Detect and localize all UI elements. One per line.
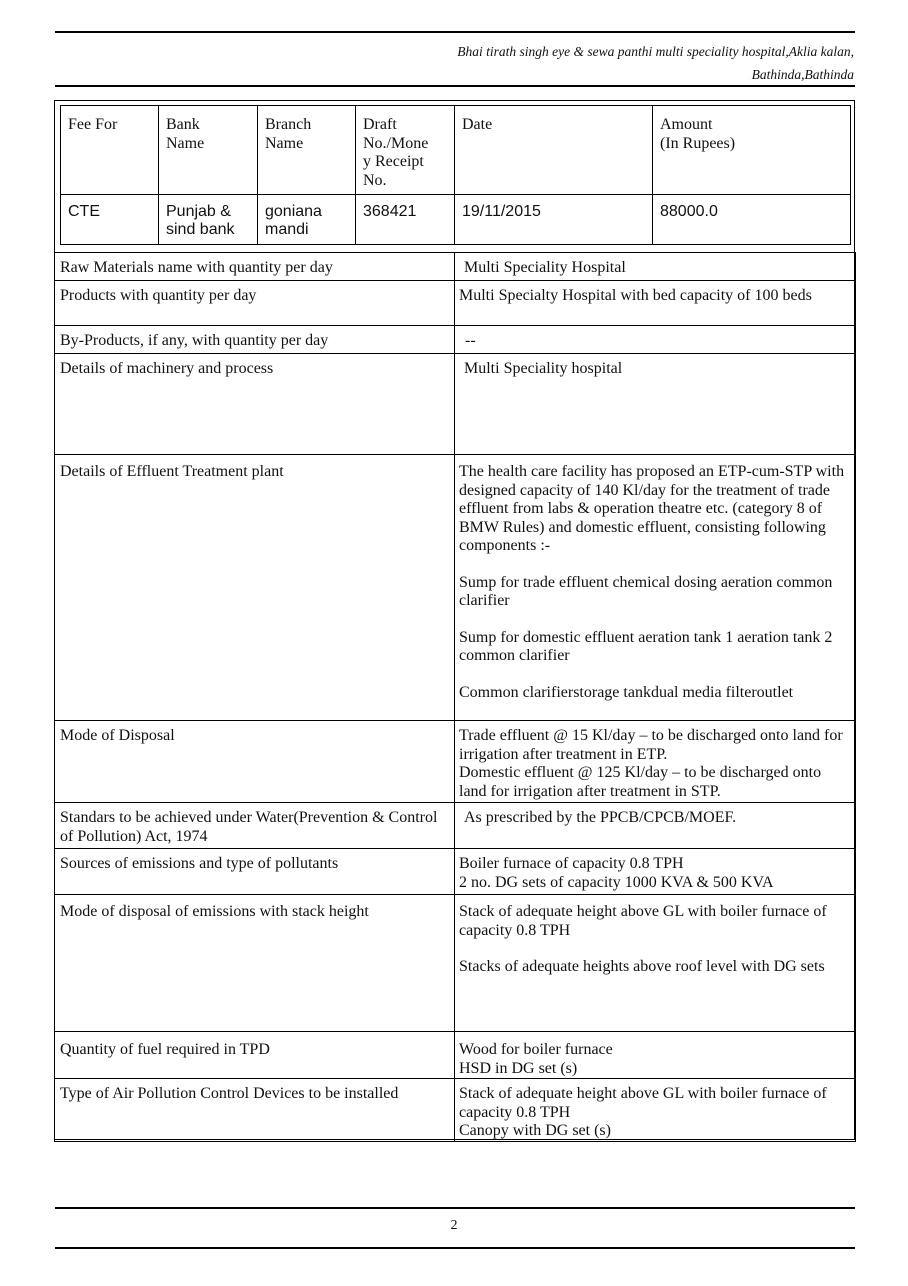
detail-row-emission-disposal (55, 895, 856, 1032)
detail-value: Multi Specialty Hospital with bed capacity of 100 beds (455, 281, 856, 326)
date-value: 19/11/2015 (455, 195, 653, 245)
fee-header-branch-name: Branch Name (258, 106, 356, 195)
detail-label: Details of Effluent Treatment plant (55, 455, 455, 721)
detail-label: Products with quantity per day (55, 281, 455, 326)
amount-value: 88000.0 (653, 195, 851, 245)
detail-value: Trade effluent @ 15 Kl/day – to be discharged onto land for irrigation after treatment in ETP. Domestic effluent @ 125 Kl/day – to be discharged onto land for irrigation after treatment in STP. (455, 721, 856, 803)
top-rule (55, 31, 855, 33)
detail-label: Mode of disposal of emissions with stack height (55, 895, 455, 1032)
detail-label: By-Products, if any, with quantity per day (55, 326, 455, 354)
fee-header-fee-for: Fee For (61, 106, 159, 195)
detail-label: Standars to be achieved under Water(Prevention & Control of Pollution) Act, 1974 (55, 803, 455, 849)
detail-row-raw-materials (55, 253, 856, 281)
detail-label: Raw Materials name with quantity per day (55, 253, 455, 281)
detail-row-by-products (55, 326, 856, 354)
detail-value: Multi Speciality hospital (455, 354, 856, 455)
details-table (54, 252, 856, 1142)
fee-table-row (61, 195, 851, 245)
branch-name-value: goniana mandi (258, 195, 356, 245)
footer-rule-top (55, 1207, 855, 1209)
detail-row-effluent-treatment (55, 455, 856, 721)
detail-row-air-pollution-devices (55, 1079, 856, 1142)
fee-header-date: Date (455, 106, 653, 195)
page-header (334, 40, 854, 86)
detail-value: Boiler furnace of capacity 0.8 TPH 2 no. DG sets of capacity 1000 KVA & 500 KVA (455, 849, 856, 895)
fee-table (60, 105, 851, 245)
detail-row-fuel-quantity (55, 1032, 856, 1079)
detail-value: Multi Speciality Hospital (455, 253, 856, 281)
detail-label: Type of Air Pollution Control Devices to be installed (55, 1079, 455, 1142)
header-rule (55, 85, 855, 87)
detail-row-emission-sources (55, 849, 856, 895)
fee-table-header-row (61, 106, 851, 195)
detail-value: As prescribed by the PPCB/CPCB/MOEF. (455, 803, 856, 849)
detail-label: Sources of emissions and type of pollutants (55, 849, 455, 895)
detail-row-mode-of-disposal (55, 721, 856, 803)
detail-value: Wood for boiler furnace HSD in DG set (s) (455, 1032, 856, 1079)
page-number: 2 (450, 1218, 458, 1233)
bank-name-value: Punjab & sind bank (159, 195, 258, 245)
header-line-1: Bhai tirath singh eye & sewa panthi multi speciality hospital,Aklia kalan, (457, 44, 854, 59)
fee-header-receipt-no: Draft No./Mone y Receipt No. (356, 106, 455, 195)
detail-label: Quantity of fuel required in TPD (55, 1032, 455, 1079)
detail-value: The health care facility has proposed an ETP-cum-STP with designed capacity of 140 Kl/day for the treatment of trade effluent from labs & operation theatre etc. (category 8 of BMW Rules) and domestic effluent, consisting following components :- Sump for trade effluent chemical dosing aeration common clarifier Sump for domestic effluent aeration tank 1 aeration tank 2 common clarifier Common clarifierstorage tankdual media filteroutlet (455, 455, 856, 721)
detail-value: -- (455, 326, 856, 354)
fee-header-amount: Amount (In Rupees) (653, 106, 851, 195)
footer-rule-bottom (55, 1247, 855, 1249)
receipt-no-value: 368421 (356, 195, 455, 245)
header-line-2: Bathinda,Bathinda (751, 67, 854, 82)
detail-value: Stack of adequate height above GL with boiler furnace of capacity 0.8 TPH Stacks of adequate heights above roof level with DG sets (455, 895, 856, 1032)
detail-label: Mode of Disposal (55, 721, 455, 803)
detail-row-machinery (55, 354, 856, 455)
detail-value: Stack of adequate height above GL with boiler furnace of capacity 0.8 TPH Canopy with DG set (s) (455, 1079, 856, 1142)
detail-row-products (55, 281, 856, 326)
detail-row-standards (55, 803, 856, 849)
fee-header-bank-name: Bank Name (159, 106, 258, 195)
fee-for-value: CTE (61, 195, 159, 245)
detail-label: Details of machinery and process (55, 354, 455, 455)
